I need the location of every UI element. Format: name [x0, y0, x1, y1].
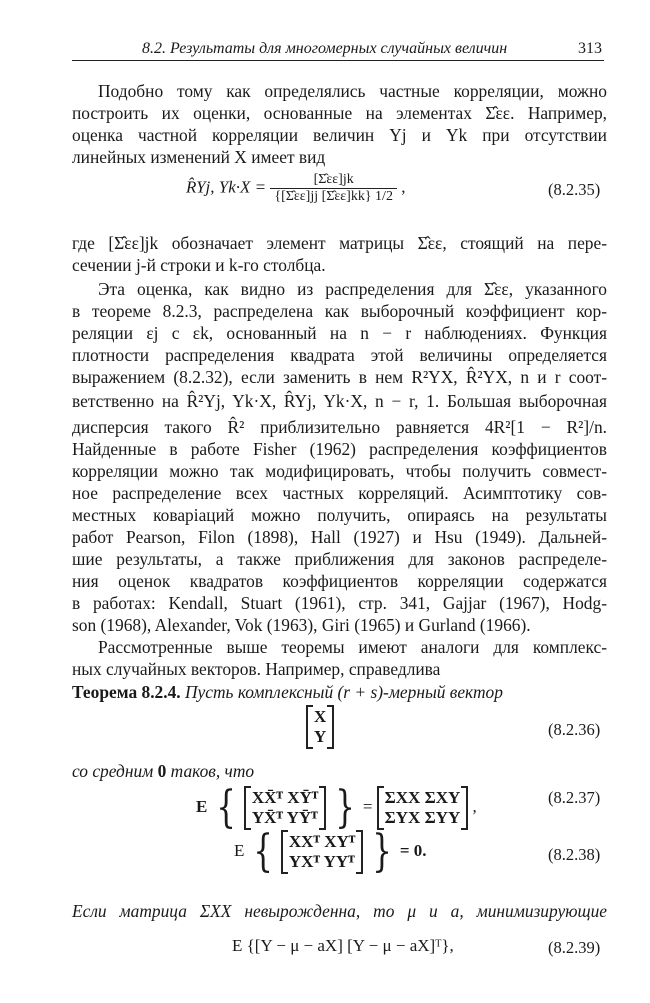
equation-number: (8.2.35) [548, 180, 601, 199]
text-line: реляции εj с εk, основанный на n − r наблюдениях. Функция [72, 323, 607, 343]
eq35-denominator: {[Σ̂εε]jj [Σ̂εε]kk} 1/2 [274, 189, 393, 204]
text-line: оценка частной корреляции величин Yj и Yk при отсутствии [72, 125, 607, 145]
running-header [72, 40, 604, 61]
eq35-numerator: [Σ̂εε]jk [270, 172, 397, 189]
page-number: 313 [578, 40, 602, 57]
equation-number: (8.2.38) [548, 845, 601, 864]
matrix-row: ΣXX ΣXY [384, 788, 461, 807]
text-line: Рассмотренные выше теоремы имеют аналоги для комплекс- [98, 637, 607, 657]
text-line: son (1968), Alexander, Vok (1963), Giri (1965) и Gurland (1966). [72, 615, 531, 635]
mean-pre: со средним [72, 761, 154, 781]
text-line: сечении j-й строки и k-го столбца. [72, 255, 326, 275]
running-title: 8.2. Результаты для многомерных случайных величин [142, 40, 508, 57]
matrix-row: ΣYX ΣYY [384, 808, 461, 827]
equation-number: (8.2.37) [548, 788, 601, 807]
mean-post: таков, что [170, 761, 255, 781]
eq35-fraction [270, 172, 397, 205]
equation-8-2-38 [234, 826, 427, 877]
text-line: Подобно тому как определялись частные корреляции, можно [98, 81, 607, 101]
eq35-lhs: R̂Yj, Yk·X = [186, 177, 267, 197]
text-line: корреляции можно так модифицировать, чтобы получить совмест- [72, 461, 607, 481]
theorem-line [72, 681, 607, 703]
text-line: плотности распределения квадрата этой величины определяется [72, 345, 607, 365]
text-line: местных коваріаций можно получить, опираясь на результаты [72, 505, 607, 525]
text-line: дисперсия такого R̂² приблизительно равняется 4R²[1 − R²]/n. [72, 417, 607, 437]
right-brace: } [371, 826, 392, 877]
text-line: шие результаты, а также приближения для законов распределе- [72, 549, 607, 569]
matrix-row: YXᵀ YYᵀ [288, 852, 355, 871]
equation-number: (8.2.36) [548, 720, 601, 739]
vector-xy [306, 705, 334, 749]
eq38-rhs: = 0. [399, 840, 427, 860]
expectation-operator: E [234, 840, 245, 860]
equation-8-2-39: E {[Y − μ − aX] [Y − μ − aX]ᵀ}, [232, 936, 454, 955]
text-line: в работах: Kendall, Stuart (1961), стр. 341, Gajjar (1967), Hodg- [72, 593, 607, 613]
text-line: ветственно на R̂²Yj, Yk·X, R̂Yj, Yk·X, n − r, 1. Большая выборочная [72, 391, 607, 411]
right-brace: } [334, 782, 355, 833]
expectation-operator: E [196, 796, 208, 816]
zero-symbol: 0 [157, 761, 167, 781]
text-line: ния оценок квадратов коэффициентов корреляции содержатся [72, 571, 607, 591]
equation-8-2-37 [196, 782, 477, 833]
complex-matrix [281, 830, 363, 874]
left-brace: { [215, 782, 236, 833]
left-matrix [244, 786, 326, 830]
matrix-row: XXᵀ XYᵀ [288, 832, 356, 851]
theorem-label: Теорема 8.2.4. [72, 682, 181, 702]
text-line: работ Pearson, Filon (1898), Hall (1927) и Hsu (1949). Дальней- [72, 527, 607, 547]
text-line: ное распределение всех частных корреляций. Асимптотику сов- [72, 483, 607, 503]
left-brace: { [252, 826, 273, 877]
matrix-row: XX̄ᵀ XȲᵀ [251, 788, 319, 807]
mean-line [72, 760, 607, 782]
text-line: построить их оценки, основанные на элементах Σ̂εε. Например, [72, 103, 607, 123]
theorem-text: Пусть комплексный (r + s)-мерный вектор [185, 682, 503, 702]
text-line: выражением (8.2.32), если заменить в нем R²YX, R̂²YX, n и r соот- [72, 367, 607, 387]
text-line: Найденные в работе Fisher (1962) распределения коэффициентов [72, 439, 607, 459]
matrix-row: Y [314, 727, 327, 746]
eq37-tail: , [472, 796, 477, 816]
equation-8-2-35 [186, 172, 405, 205]
eq35-tail: , [401, 177, 406, 197]
text-line: где [Σ̂εε]jk обозначает элемент матрицы Σ̂εε, стоящий на пере- [72, 233, 607, 253]
equals-sign: = [362, 796, 373, 816]
equation-8-2-36 [306, 705, 334, 749]
text-line: Если матрица ΣXX невырожденна, то μ и a, минимизирующие [72, 901, 607, 921]
text-line: в теореме 8.2.3, распределена как выборочный коэффициент кор- [72, 301, 607, 321]
text-line: Эта оценка, как видно из распределения для Σ̂εε, указанного [98, 279, 607, 299]
text-line: линейных изменений X имеет вид [72, 147, 326, 167]
matrix-row: X [314, 707, 327, 726]
text-line: ных случайных векторов. Например, справедлива [72, 659, 441, 679]
equation-number: (8.2.39) [548, 938, 601, 957]
matrix-row: YX̄ᵀ YȲᵀ [251, 808, 318, 827]
sigma-matrix [377, 786, 469, 830]
